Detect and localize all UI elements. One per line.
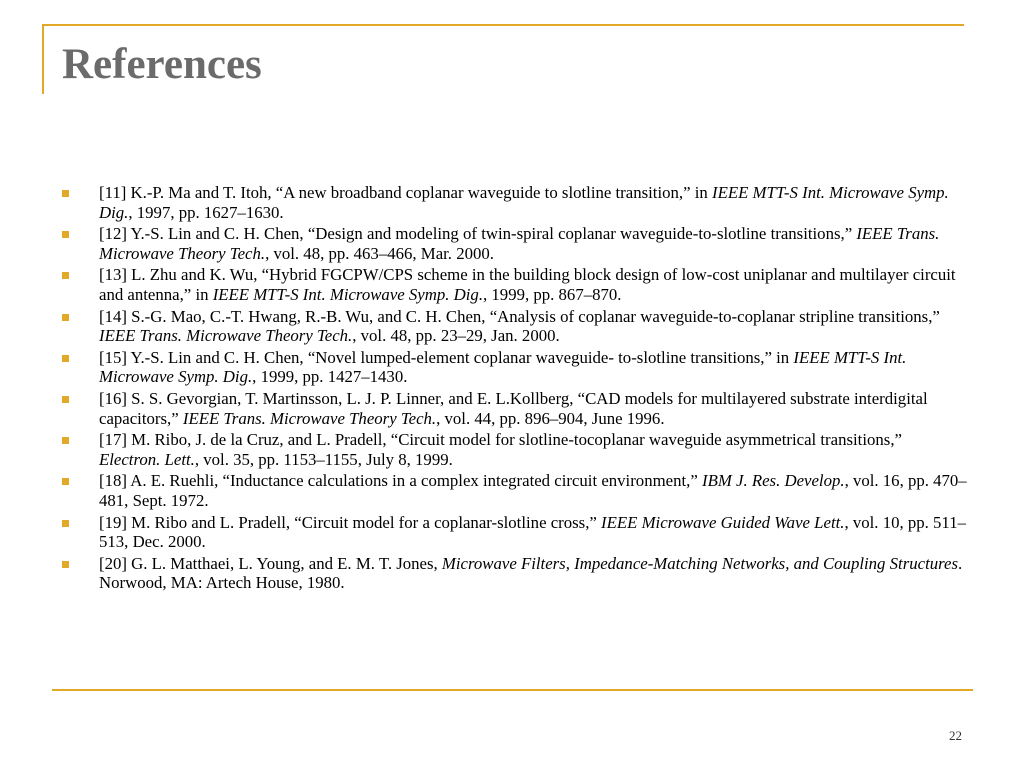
title-top-rule [42, 24, 964, 26]
reference-segment: [19] M. Ribo and L. Pradell, “Circuit model for a coplanar-slotline cross,” [99, 512, 602, 532]
reference-item-20 [62, 554, 967, 593]
reference-text [99, 348, 906, 387]
reference-venue: IBM J. Res. Develop. [701, 471, 845, 491]
slide-title: References [62, 41, 262, 88]
square-bullet-icon [62, 314, 69, 321]
reference-item-17 [62, 430, 967, 469]
reference-segment: [18] A. E. Ruehli, “Inductance calculations in a complex integrated circuit environment,” [99, 471, 702, 491]
square-bullet-icon [62, 355, 69, 362]
reference-segment: , vol. 35, pp. 1153–1155, July 8, 1999. [194, 449, 453, 469]
reference-segment: [17] M. Ribo, J. de la Cruz, and L. Pradell, “Circuit model for slotline-tocoplanar waveguide asymmetrical transitions,” [99, 430, 902, 450]
reference-venue: IEEE Trans. Microwave Theory Tech. [99, 326, 353, 346]
reference-text [99, 471, 967, 510]
reference-venue: IEEE MTT-S Int. Microwave Symp. Dig. [212, 284, 484, 304]
reference-segment: , 1999, pp. 867–870. [483, 284, 622, 304]
reference-segment: , vol. 48, pp. 23–29, Jan. 2000. [352, 326, 560, 346]
reference-venue: Microwave Filters, Impedance-Matching Networks, and Coupling Structures [441, 553, 959, 573]
square-bullet-icon [62, 437, 69, 444]
reference-segment: , 1999, pp. 1427–1430. [252, 367, 408, 387]
reference-text [99, 224, 939, 263]
reference-text [99, 389, 928, 428]
reference-venue: IEEE MTT-S Int. Microwave Symp. Dig. [99, 183, 949, 222]
reference-item-19 [62, 513, 967, 552]
reference-venue: IEEE Trans. Microwave Theory Tech. [99, 224, 940, 263]
reference-segment: , vol. 16, pp. 470–481, Sept. 1972. [99, 471, 967, 510]
reference-list [62, 183, 967, 595]
reference-segment: , vol. 10, pp. 511–513, Dec. 2000. [99, 512, 966, 552]
square-bullet-icon [62, 190, 69, 197]
title-left-rule [42, 24, 44, 94]
reference-segment: , 1997, pp. 1627–1630. [128, 202, 284, 222]
square-bullet-icon [62, 520, 69, 527]
reference-segment: [11] K.-P. Ma and T. Itoh, “A new broadband coplanar waveguide to slotline transition,” in [99, 183, 712, 202]
reference-text [99, 513, 966, 552]
reference-item-11 [62, 183, 967, 222]
reference-segment: [13] L. Zhu and K. Wu, “Hybrid FGCPW/CPS scheme in the building block design of low-cost uniplanar and multilayer circuit and antenna,” in [99, 265, 956, 304]
square-bullet-icon [62, 396, 69, 403]
page-number: 22 [949, 728, 962, 743]
reference-venue: IEEE Trans. Microwave Theory Tech. [182, 408, 437, 428]
reference-venue: IEEE Microwave Guided Wave Lett. [601, 512, 845, 532]
reference-segment: [14] S.-G. Mao, C.-T. Hwang, R.-B. Wu, and C. H. Chen, “Analysis of coplanar waveguide-to-coplanar stripline transitions,” [99, 306, 940, 326]
reference-item-12 [62, 224, 967, 263]
reference-segment: . Norwood, MA: Artech House, 1980. [99, 553, 963, 593]
reference-segment: [20] G. L. Matthaei, L. Young, and E. M. T. Jones, [99, 553, 442, 573]
reference-text [99, 307, 940, 346]
square-bullet-icon [62, 272, 69, 279]
square-bullet-icon [62, 561, 69, 568]
reference-item-16 [62, 389, 967, 428]
reference-venue: Electron. Lett. [99, 449, 195, 469]
reference-item-13 [62, 265, 967, 304]
reference-text [99, 183, 949, 222]
reference-venue: IEEE MTT-S Int. Microwave Symp. Dig. [99, 347, 907, 387]
reference-item-18 [62, 471, 967, 510]
reference-segment: , vol. 48, pp. 463–466, Mar. 2000. [265, 243, 494, 263]
reference-text [99, 430, 902, 469]
reference-segment: [12] Y.-S. Lin and C. H. Chen, “Design and modeling of twin-spiral coplanar waveguide-to-slotline transitions,” [99, 224, 857, 244]
reference-text [99, 265, 956, 304]
reference-segment: , vol. 44, pp. 896–904, June 1996. [436, 408, 665, 428]
square-bullet-icon [62, 231, 69, 238]
reference-text [99, 554, 962, 593]
square-bullet-icon [62, 478, 69, 485]
reference-item-15 [62, 348, 967, 387]
footer-rule [52, 689, 973, 691]
reference-segment: [15] Y.-S. Lin and C. H. Chen, “Novel lumped-element coplanar waveguide- to-slotline transitions,” in [99, 347, 794, 367]
reference-item-14 [62, 307, 967, 346]
reference-segment: [16] S. S. Gevorgian, T. Martinsson, L. J. P. Linner, and E. L.Kollberg, “CAD models for multilayered substrate interdigital capacitors,” [99, 388, 928, 428]
